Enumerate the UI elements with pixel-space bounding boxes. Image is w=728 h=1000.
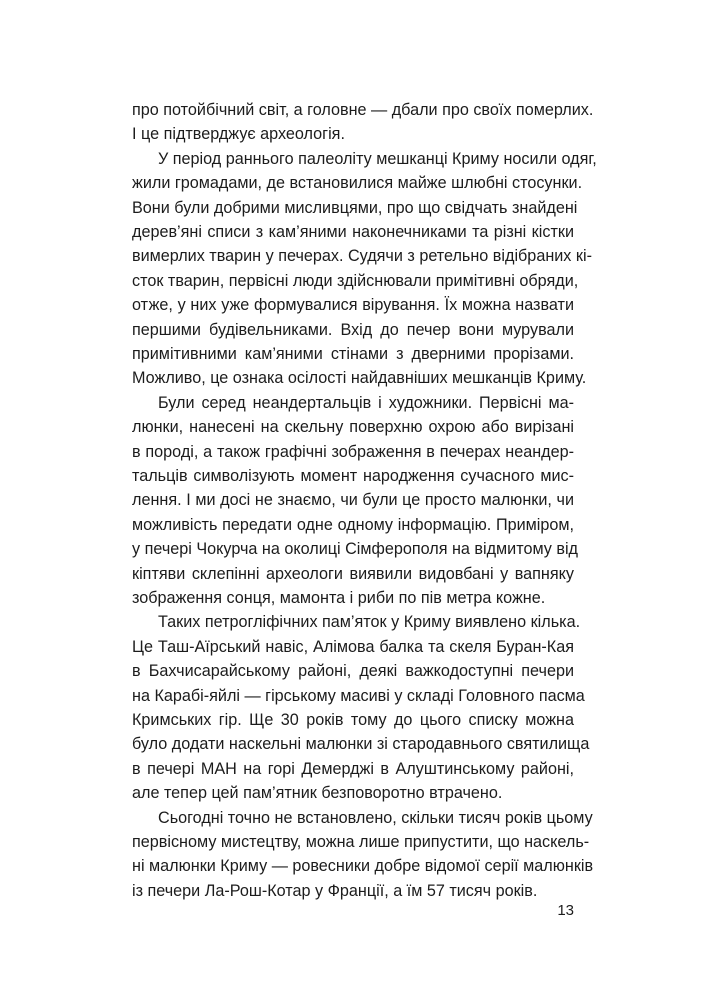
text-line: люнки, нанесені на скельну поверхню охрою або вирізані bbox=[132, 418, 574, 437]
text-line: жили громадами, де встановилися майже шлюбні стосунки. bbox=[132, 174, 583, 193]
text-line: У період раннього палеоліту мешканці Криму носили одяг, bbox=[158, 149, 597, 168]
text-line: І це підтверджує археологія. bbox=[132, 125, 345, 144]
text-line: Це Таш-Аїрський навіс, Алімова балка та скеля Буран-Кая bbox=[132, 637, 574, 656]
text-line: лення. І ми досі не знаємо, чи були це просто малюнки, чи bbox=[132, 491, 574, 510]
text-line: про потойбічний світ, а головне — дбали про своїх померлих. bbox=[132, 101, 594, 119]
text-line: на Карабі-яйлі — гірському масиві у складі Головного пасма bbox=[132, 686, 585, 705]
text-line: Вони були добрими мисливцями, про що свідчать знайдені bbox=[132, 198, 578, 217]
text-line: дерев’яні списи з кам’яними наконечниками та різні кістки bbox=[132, 223, 574, 241]
text-line: було додати наскельні малюнки зі стародавнього святилища bbox=[132, 735, 590, 754]
text-line: із печери Ла-Рош-Котар у Франції, а їм 57 тисяч років. bbox=[132, 881, 538, 900]
text-line: отже, у них уже формувалися вірування. Їх можна назвати bbox=[132, 296, 574, 315]
text-line: ні малюнки Криму — ровесники добре відомої серії малюнків bbox=[132, 857, 594, 876]
text-line: Кримських гір. Ще 30 років тому до цього списку можна bbox=[132, 711, 574, 729]
text-line: першими будівельниками. Вхід до печер вони мурували bbox=[132, 320, 574, 339]
page-number: 13 bbox=[557, 902, 574, 919]
text-line: але тепер цей пам’ятник безповоротно втрачено. bbox=[132, 784, 503, 803]
text-line: тальців символізують момент народження сучасного мис- bbox=[132, 467, 574, 485]
text-line: Таких петрогліфічних пам’яток у Криму виявлено кілька. bbox=[158, 613, 581, 632]
text-line: в породі, а також графічні зображення в печерах неандер- bbox=[132, 442, 574, 461]
text-line: в Бахчисарайському районі, деякі важкодоступні печери bbox=[132, 662, 574, 681]
text-line: примітивними кам’яними стінами з дверними прорізами. bbox=[132, 345, 574, 363]
text-line: можливість передати одне одному інформацію. Приміром, bbox=[132, 515, 574, 534]
text-line: вимерлих тварин у печерах. Судячи з ретельно відібраних кі- bbox=[132, 247, 592, 266]
text-line: Сьогодні точно не встановлено, скільки тисяч років цьому bbox=[158, 808, 593, 827]
text-line: Були серед неандертальців і художники. Первісні ма- bbox=[158, 393, 574, 412]
text-line: зображення сонця, мамонта і риби по пів метра кожне. bbox=[132, 589, 546, 607]
text-line: у печері Чокурча на околиці Сімферополя на відмитому від bbox=[132, 540, 579, 559]
text-line: в печері МАН на горі Демерджі в Алуштинському районі, bbox=[132, 759, 574, 778]
text-line: первісному мистецтву, можна лише припустити, що наскель- bbox=[132, 833, 590, 851]
book-page bbox=[132, 98, 597, 978]
text-line: сток тварин, первісні люди здійснювали примітивні обряди, bbox=[132, 271, 579, 290]
text-line: кіптяви склепінні археологи виявили видовбані у вапняку bbox=[132, 564, 574, 583]
text-line: Можливо, це ознака осілості найдавніших мешканців Криму. bbox=[132, 369, 587, 388]
